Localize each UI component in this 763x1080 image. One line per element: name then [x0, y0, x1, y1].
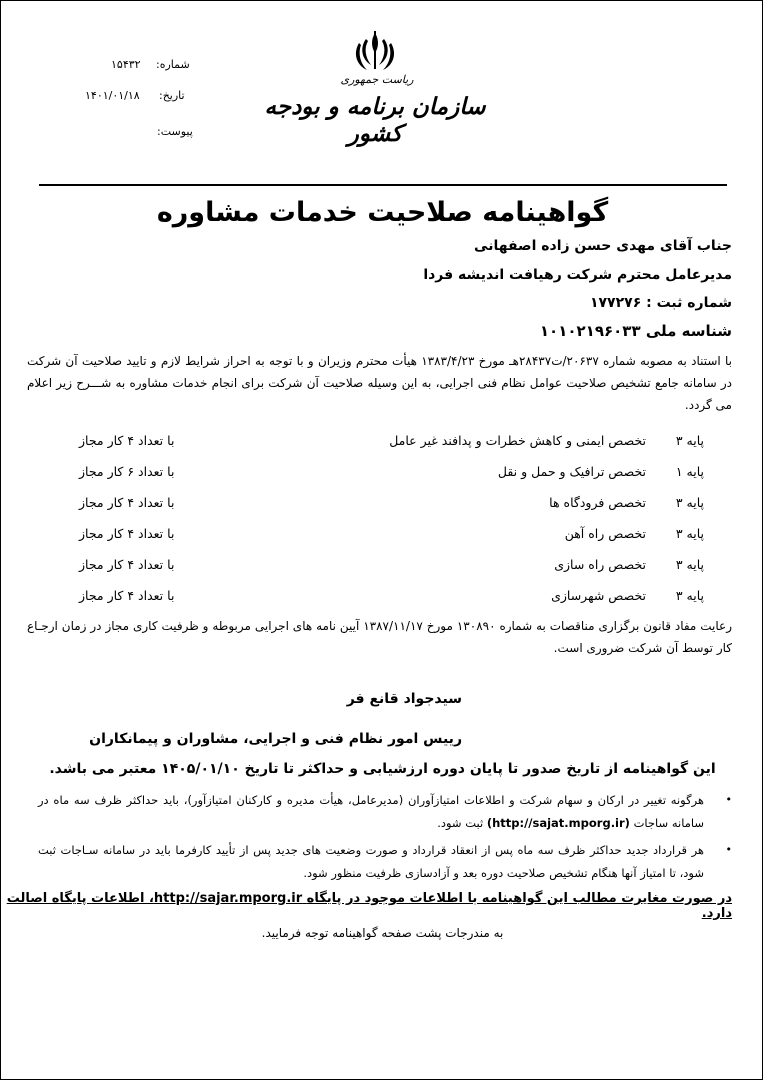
signatory-name: سیدجواد قانع فر: [346, 691, 462, 707]
certificate-title: گواهینامه صلاحیت خدمات مشاوره: [156, 197, 609, 228]
bullet-marker: •: [725, 793, 732, 806]
attachment-label: پیوست:: [157, 125, 193, 138]
warning-text-before: در صورت مغایرت مطالب این گواهینامه با اطلاعات موجود در پایگاه: [306, 891, 732, 906]
specialty-name: تخصص شهرسازی: [551, 588, 646, 603]
specialty-name: تخصص راه سازی: [554, 557, 646, 572]
specialty-name: تخصص فرودگاه ها: [549, 495, 646, 510]
specialty-level: پایه ۱: [675, 464, 704, 479]
specialty-row: [1, 433, 763, 455]
specialty-capacity: با تعداد ۶ کار مجاز: [79, 464, 175, 479]
specialty-capacity: با تعداد ۴ کار مجاز: [79, 588, 175, 603]
specialty-name: تخصص ترافیک و حمل و نقل: [497, 464, 646, 479]
specialty-name: تخصص ایمنی و کاهش خطرات و پدافند غیر عامل: [389, 433, 646, 448]
notice-bullet: [38, 839, 704, 885]
compliance-paragraph: رعایت مفاد قانون برگزاری مناقصات به شماره ۱۳۰۸۹۰ مورخ ۱۳۸۷/۱۱/۱۷ آیین نامه های اجرایی مربوطه و ظرفیت کاری مجاز در زمان ارجـاع کار توسط آن شرکت ضروری است.: [27, 619, 732, 655]
validity-statement: این گواهینامه از تاریخ صدور تا پایان دوره ارزشیابی و حداکثر تا تاریخ ۱۴۰۵/۰۱/۱۰ معتبر می باشد.: [49, 761, 716, 777]
intro-paragraph: با استناد به مصوبه شماره ۲۰۶۳۷/ت۲۸۴۳۷هـ مورخ ۱۳۸۳/۴/۲۳ هیأت محترم وزیران و با توجه به احراز شرایط لازم و تایید صلاحیت آن شرکت در سامانه جامع تشخیص صلاحیت عوامل نظام فنی اجرایی، به این وسیله صلاحیت آن شرکت برای انجام خدمات مشاوره به شـــرح زیر اعلام می گردد.: [27, 354, 733, 412]
specialty-row: [1, 526, 763, 548]
notice-tail: ثبت شود.: [437, 816, 484, 830]
validity-warning: [1, 891, 732, 921]
warning-text-after: ، اطلاعات پایگاه اصالت دارد.: [6, 891, 732, 921]
addressee-position: مدیرعامل محترم شرکت رهیافت اندیشه فردا: [423, 267, 732, 283]
registration-number: شماره ثبت : ۱۷۷۲۷۶: [589, 295, 732, 311]
addressee-name: جناب آقای مهدی حسن زاده اصفهانی: [474, 238, 732, 254]
specialty-capacity: با تعداد ۴ کار مجاز: [79, 526, 175, 541]
header-divider: [39, 184, 727, 186]
specialty-capacity: با تعداد ۴ کار مجاز: [79, 495, 175, 510]
specialty-level: پایه ۳: [675, 433, 704, 448]
specialty-row: [1, 464, 763, 486]
notice-bullet: [38, 789, 704, 835]
specialty-row: [1, 495, 763, 517]
specialty-name: تخصص راه آهن: [564, 526, 646, 541]
org-name: سازمان برنامه و بودجه کشور: [264, 93, 486, 147]
bullet-marker: •: [725, 843, 732, 856]
number-label: شماره:: [156, 58, 190, 71]
notice-text: هر قرارداد جدید حداکثر ظرف سه ماه پس از انعقاد قرارداد و صورت وضعیت های جدید پس از تأیید کارفرما باید در سامانه سـاجات ثبت شود، تا امتیاز آنها هنگام تشخیص صلاحیت دوره بعد و آزادسازی ظرفیت منظور شود.: [38, 843, 704, 880]
signatory-role: رییس امور نظام فنی و اجرایی، مشاوران و پیمانکاران: [89, 731, 462, 747]
specialty-capacity: با تعداد ۴ کار مجاز: [79, 433, 175, 448]
date-value: ۱۴۰۱/۰۱/۱۸: [85, 89, 140, 102]
specialty-row: [1, 588, 763, 610]
sajat-link[interactable]: (http://sajat.mporg.ir): [486, 816, 630, 830]
specialty-level: پایه ۳: [675, 526, 704, 541]
specialty-level: پایه ۳: [675, 495, 704, 510]
date-label: تاریخ:: [159, 89, 185, 102]
specialty-level: پایه ۳: [675, 557, 704, 572]
specialty-level: پایه ۳: [675, 588, 704, 603]
notice-text: هرگونه تغییر در ارکان و سهام شرکت و اطلاعات امتیازآوران (مدیرعامل، هیأت مدیره و کارکنان امتیازآور)، باید حداکثر ظرف سه ماه در سامانه ساجات: [38, 793, 704, 830]
footer-note: به مندرجات پشت صفحه گواهینامه توجه فرمایید.: [261, 926, 504, 940]
number-value: ۱۵۴۳۲: [111, 58, 141, 71]
national-id: شناسه ملی ۱۰۱۰۲۱۹۶۰۳۳: [539, 322, 732, 340]
sajar-link[interactable]: http://sajar.mporg.ir: [153, 891, 303, 906]
specialty-capacity: با تعداد ۴ کار مجاز: [79, 557, 175, 572]
org-parent-name: ریاست جمهوری: [340, 73, 414, 86]
specialty-row: [1, 557, 763, 579]
iran-emblem-icon: [351, 29, 399, 73]
